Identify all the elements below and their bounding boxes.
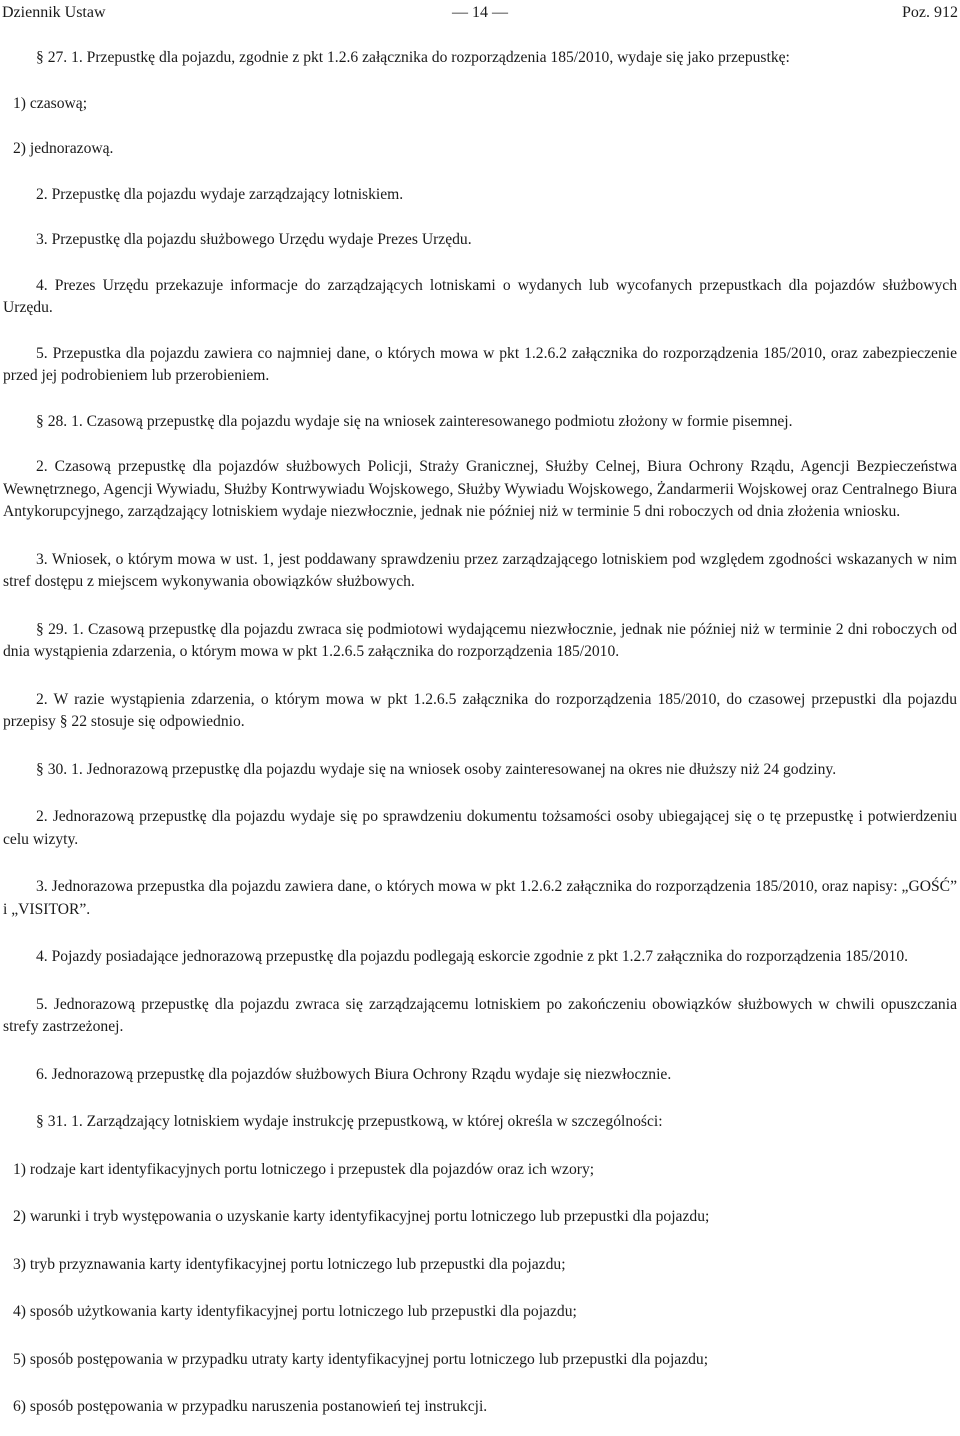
paragraph-27-3: 3. Przepustkę dla pojazdu służbowego Urzędu wydaje Prezes Urzędu. [36, 231, 472, 248]
list-item: 6) sposób postępowania w przypadku naruszenia postanowień tej instrukcji. [13, 1398, 488, 1415]
paragraph-27-5: 5. Przepustka dla pojazdu zawiera co najmniej dane, o których mowa w pkt 1.2.6.2 załącznika do rozporządzenia 185/2010, oraz zabezpieczenie przed jej podrobieniem lub przerobieniem. [3, 344, 957, 384]
paragraph-30-3: 3. Jednorazowa przepustka dla pojazdu zawiera dane, o których mowa w pkt 1.2.6.2 załącznika do rozporządzenia 185/2010, oraz napisy: „GOŚĆ” i „VISITOR”. [3, 878, 957, 918]
position-number: Poz. 912 [902, 4, 958, 21]
list-item: 2) jednorazową. [13, 140, 114, 157]
list-item: 4) sposób użytkowania karty identyfikacyjnej portu lotniczego lub przepustki dla pojazdu; [13, 1303, 577, 1320]
page-header [2, 2, 958, 24]
paragraph-30-4: 4. Pojazdy posiadające jednorazową przepustkę dla pojazdu podlegają eskorcie zgodnie z pkt 1.2.7 załącznika do rozporządzenia 185/2010. [36, 948, 909, 965]
page-number: — 14 — [452, 4, 508, 21]
paragraph-30-5: 5. Jednorazową przepustkę dla pojazdu zwraca się zarządzającemu lotniskiem po zakończeniu obowiązków służbowych w chwili opuszczania strefy zastrzeżonej. [3, 995, 957, 1035]
journal-name: Dziennik Ustaw [2, 4, 106, 21]
paragraph-27-1: § 27. 1. Przepustkę dla pojazdu, zgodnie z pkt 1.2.6 załącznika do rozporządzenia 185/2010, wydaje się jako przepustkę: [36, 49, 790, 66]
paragraph-27-2: 2. Przepustkę dla pojazdu wydaje zarządzający lotniskiem. [36, 185, 404, 203]
paragraph-28-2: 2. Czasową przepustkę dla pojazdów służbowych Policji, Straży Granicznej, Służby Celnej, Biura Ochrony Rządu, Agencji Bezpieczeństwa Wewnętrznego, Agencji Wywiadu, Służby Kontrwywiadu Wojskowego, Służby Wywiadu Wojskowego, Żandarmerii Wojskowej oraz Centralnego Biura Antykorupcyjnego, zarządzający lotniskiem wydaje niezwłocznie, jednak nie później niż w terminie 5 dni roboczych od dnia złożenia wniosku. [3, 458, 957, 520]
paragraph-30-2: 2. Jednorazową przepustkę dla pojazdu wydaje się po sprawdzeniu dokumentu tożsamości osoby ubiegającej się o tę przepustkę i potwierdzeniu celu wizyty. [3, 808, 957, 848]
paragraph-31-1: § 31. 1. Zarządzający lotniskiem wydaje instrukcję przepustkową, w której określa w szczególności: [36, 1113, 663, 1130]
paragraph-30-6: 6. Jednorazową przepustkę dla pojazdów służbowych Biura Ochrony Rządu wydaje się niezwłocznie. [36, 1065, 672, 1083]
list-item: 1) rodzaje kart identyfikacyjnych portu lotniczego i przepustek dla pojazdów oraz ich wzory; [13, 1160, 595, 1178]
list-item: 5) sposób postępowania w przypadku utraty karty identyfikacyjnej portu lotniczego lub przepustki dla pojazdu; [13, 1350, 709, 1368]
paragraph-28-1: § 28. 1. Czasową przepustkę dla pojazdu wydaje się na wniosek zainteresowanego podmiotu złożony w formie pisemnej. [36, 412, 793, 430]
list-item: 3) tryb przyznawania karty identyfikacyjnej portu lotniczego lub przepustki dla pojazdu; [13, 1255, 566, 1273]
list-item: 1) czasową; [13, 94, 88, 112]
paragraph-27-4: 4. Prezes Urzędu przekazuje informacje do zarządzających lotniskami o wydanych lub wycofanych przepustkach dla pojazdów służbowych Urzędu. [3, 276, 957, 316]
document-body [3, 47, 957, 1419]
paragraph-28-3: 3. Wniosek, o którym mowa w ust. 1, jest poddawany sprawdzeniu przez zarządzającego lotniskiem pod względem zgodności wskazanych w nim stref dostępu z miejscem wykonywania obowiązków służbowych. [3, 550, 957, 590]
paragraph-30-1: § 30. 1. Jednorazową przepustkę dla pojazdu wydaje się na wniosek osoby zainteresowanej na okres nie dłuższy niż 24 godziny. [36, 760, 837, 778]
list-item: 2) warunki i tryb występowania o uzyskanie karty identyfikacyjnej portu lotniczego lub przepustki dla pojazdu; [13, 1208, 710, 1225]
paragraph-29-1: § 29. 1. Czasową przepustkę dla pojazdu zwraca się podmiotowi wydającemu niezwłocznie, jednak nie później niż w terminie 2 dni roboczych od dnia wystąpienia zdarzenia, o którym mowa w pkt 1.2.6.5 załącznika do rozporządzenia 185/2010. [3, 620, 957, 660]
paragraph-29-2: 2. W razie wystąpienia zdarzenia, o którym mowa w pkt 1.2.6.5 załącznika do rozporządzenia 185/2010, do czasowej przepustki dla pojazdu przepisy § 22 stosuje się odpowiednio. [3, 690, 957, 730]
